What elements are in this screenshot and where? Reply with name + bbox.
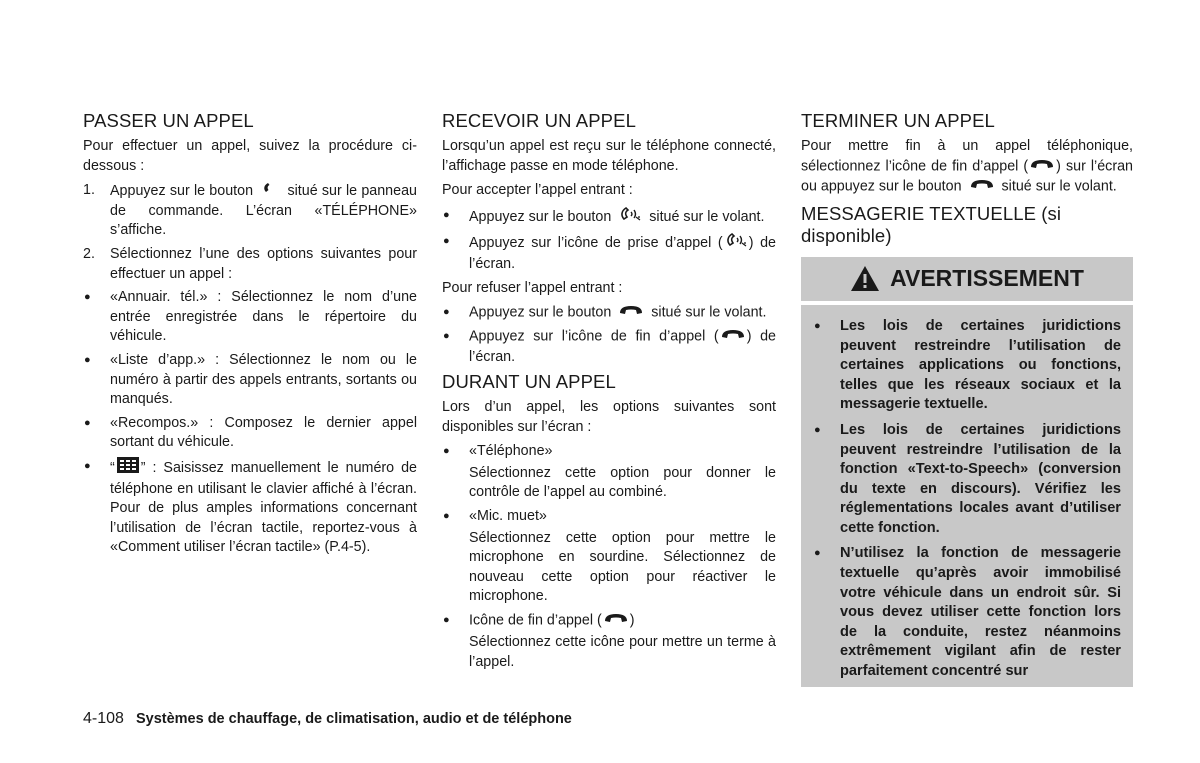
- paragraph-intro: Lorsqu’un appel est reçu sur le téléphone connecté, l’affichage passe en mode téléphone.: [442, 138, 776, 174]
- bullet-icon: ●: [814, 319, 821, 332]
- bullet-icon: ●: [84, 291, 91, 304]
- list-item: ● Icône de fin d’appel ( ): [442, 611, 776, 631]
- step-2: 2. Sélectionnez l’une des options suivantes pour effectuer un appel :: [83, 246, 417, 282]
- warning-triangle-icon: [850, 265, 880, 292]
- bullet-icon: ●: [443, 306, 450, 319]
- bullet-icon: ●: [443, 510, 450, 523]
- step-1: 1. Appuyez sur le bouton situé sur le panneau de commande. L’écran «TÉLÉPHONE» s’affiche.: [83, 182, 417, 239]
- column-recevoir-un-appel: [442, 110, 776, 676]
- step-number: 1.: [83, 182, 95, 199]
- phone-handset-icon: [260, 181, 280, 202]
- bullet-icon: ●: [443, 235, 450, 248]
- heading-durant-un-appel: DURANT UN APPEL: [442, 371, 616, 393]
- refuse-label: Pour refuser l’appel entrant :: [442, 279, 623, 296]
- bullet-icon: ●: [443, 614, 450, 627]
- list-item: ● Appuyez sur l’icône de fin d’appel ( ) de l’écran.: [443, 328, 776, 365]
- list-item: ● Appuyez sur le bouton situé sur le volant.: [442, 303, 776, 323]
- warning-item: ● Les lois de certaines juridictions peuvent restreindre l’utilisation de la fonction «Text-to-Speech» (conversion du texte en discours). Vérifiez les réglementations locales avant d’utiliser cette fonction.: [814, 421, 1121, 536]
- list-item: ● «Liste d’app.» : Sélectionnez le nom ou le numéro à partir des appels entrants, sortants ou manqués.: [84, 352, 417, 408]
- bullet-icon: ●: [84, 416, 91, 429]
- bullet-icon: ●: [814, 547, 821, 560]
- column-passer-un-appel: [83, 110, 417, 562]
- hang-up-icon: [969, 177, 995, 197]
- list-item: ● «Téléphone»: [442, 442, 776, 462]
- list-item: ● «Recompos.» : Composez le dernier appel sortant du véhicule.: [84, 414, 417, 451]
- paragraph-end-call: Pour mettre fin à un appel téléphonique, sélectionnez l’icône de fin d’appel ( ) sur l’écran ou appuyez sur le bouton situé sur le volant.: [801, 137, 1133, 197]
- list-item: ● “ ” : Saisissez manuellement le numéro de téléphone en utilisant le clavier affiché à l’écran. Pour de plus amples informations concernant l’utilisation de l’écran tactile, reportez-vous à «Comment utiliser l’écran tactile» (P.4-5).: [83, 457, 417, 558]
- list-item: ● Appuyez sur le bouton situé sur le volant.: [442, 206, 776, 229]
- list-item: ● Appuyez sur l’icône de prise d’appel ( ) de l’écran.: [442, 232, 776, 274]
- hang-up-icon: [1029, 157, 1055, 177]
- warning-item: ● N’utilisez la fonction de messagerie textuelle qu’après avoir immobilisé votre véhicule dans un endroit sûr. Si vous devez utiliser cette fonction lors de la conduite, restez néanmoins extrêmement vigilant afin de rester parfaitement concentré sur: [814, 545, 1121, 680]
- bullet-icon: ●: [84, 354, 91, 367]
- option-description: Sélectionnez cette icône pour mettre un terme à l’appel.: [469, 634, 776, 670]
- warning-item: ● Les lois de certaines juridictions peuvent restreindre l’utilisation de certaines applications ou fonctions, telles que les réseaux sociaux et la messagerie textuelle.: [814, 317, 1121, 413]
- heading-passer-un-appel: PASSER UN APPEL: [83, 110, 254, 131]
- hang-up-icon: [603, 611, 629, 631]
- bullet-icon: ●: [443, 330, 450, 343]
- keypad-icon: [117, 457, 139, 480]
- page-number: 4-108: [83, 710, 124, 727]
- warning-title: AVERTISSEMENT: [890, 265, 1084, 292]
- step-number: 2.: [83, 246, 95, 263]
- warning-header: [801, 257, 1133, 301]
- option-description: Sélectionnez cette option pour donner le contrôle de l’appel au combiné.: [469, 464, 776, 501]
- column-terminer-un-appel: [801, 110, 1133, 687]
- list-item: ● «Annuair. tél.» : Sélectionnez le nom d’une entrée enregistrée dans le répertoire du véhicule.: [84, 289, 417, 345]
- heading-terminer-un-appel: TERMINER UN APPEL: [801, 110, 995, 131]
- paragraph-intro: Pour effectuer un appel, suivez la procédure ci-dessous :: [83, 138, 417, 174]
- bullet-icon: ●: [84, 459, 91, 472]
- phone-talk-icon: [618, 206, 642, 229]
- heading-recevoir-un-appel: RECEVOIR UN APPEL: [442, 110, 636, 131]
- hang-up-icon: [720, 327, 746, 347]
- page-footer: [83, 710, 572, 728]
- paragraph-intro: Lors d’un appel, les options suivantes sont disponibles sur l’écran :: [442, 399, 776, 435]
- bullet-icon: ●: [814, 423, 821, 436]
- list-item: ● «Mic. muet»: [442, 507, 776, 527]
- chapter-title: Systèmes de chauffage, de climatisation, audio et de téléphone: [135, 711, 572, 727]
- phone-talk-icon: [724, 232, 748, 255]
- heading-messagerie-textuelle: MESSAGERIE TEXTUELLE (si disponible): [801, 202, 1062, 246]
- accept-label: Pour accepter l’appel entrant :: [442, 182, 633, 199]
- bullet-icon: ●: [443, 445, 450, 458]
- option-description: Sélectionnez cette option pour mettre le microphone en sourdine. Sélectionnez de nouveau cette option pour réactiver le microphone.: [469, 529, 776, 605]
- bullet-icon: ●: [443, 208, 450, 221]
- hang-up-icon: [618, 303, 644, 323]
- warning-body: [801, 305, 1133, 687]
